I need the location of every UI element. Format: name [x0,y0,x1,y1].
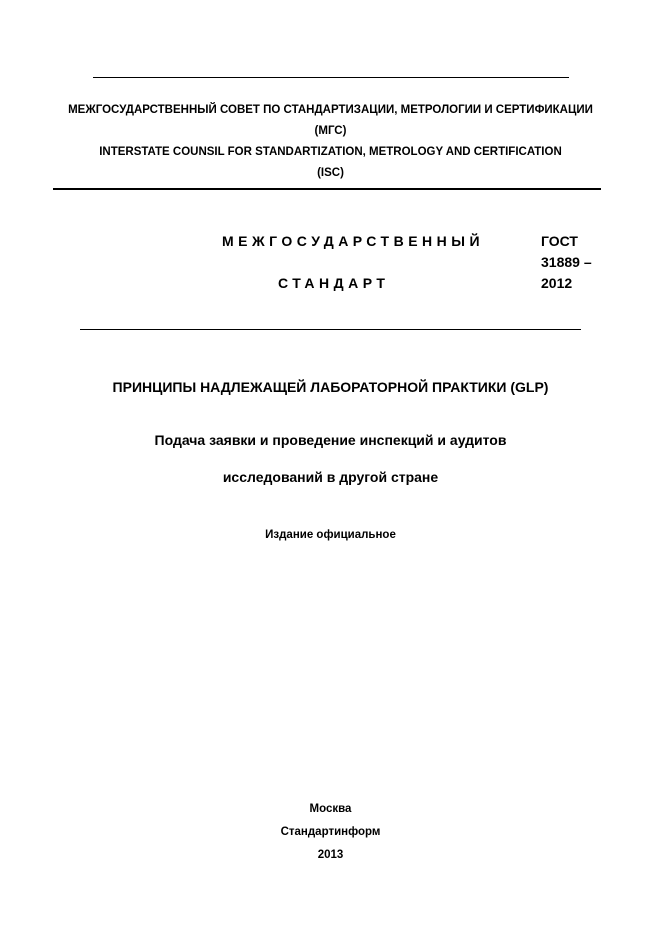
document-title: ПРИНЦИПЫ НАДЛЕЖАЩЕЙ ЛАБОРАТОРНОЙ ПРАКТИКИ (GLP) [112,379,549,395]
standard-label-line2: СТАНДАРТ [278,275,390,291]
document-subtitle-line2: исследований в другой стране [222,469,439,485]
council-abbr-ru: (МГС) [314,125,347,137]
gost-year: 2012 [541,275,573,291]
gost-number: 31889 – [541,254,592,270]
imprint-city: Москва [309,803,352,815]
top-rule [93,77,569,78]
designation-rule [80,329,581,330]
imprint-year: 2013 [317,849,344,861]
header-rule [53,188,601,190]
edition-label: Издание официальное [265,529,396,541]
standard-label-line1: МЕЖГОСУДАРСТВЕННЫЙ [222,233,485,249]
council-name-en: INTERSTATE COUNSIL FOR STANDARTIZATION, METROLOGY AND CERTIFICATION [99,146,562,158]
council-abbr-en: (ISC) [317,167,344,179]
imprint-publisher: Стандартинформ [280,826,381,838]
council-name-ru: МЕЖГОСУДАРСТВЕННЫЙ СОВЕТ ПО СТАНДАРТИЗАЦИИ, МЕТРОЛОГИИ И СЕРТИФИКАЦИИ [68,104,593,116]
document-subtitle-line1: Подача заявки и проведение инспекций и аудитов [154,432,507,448]
gost-label: ГОСТ [541,233,578,249]
